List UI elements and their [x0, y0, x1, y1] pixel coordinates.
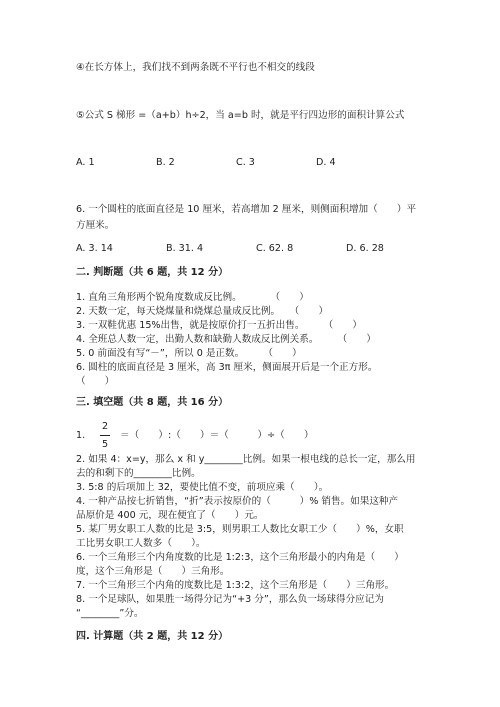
- option-b: B. 2: [156, 157, 175, 168]
- statement-4: ④在长方体上，我们找不到两条既不平行也不相交的线段: [76, 62, 315, 73]
- judge-item-2: 2. 天数一定，每天烧煤量和烧煤总量成反比例。 （ ）: [76, 306, 329, 317]
- q6-option-d: D. 6. 28: [346, 243, 384, 254]
- question-6-line1: 6. 一个圆柱的底面直径是 10 厘米，若高增加 2 厘米，则侧面积增加（ ）平: [76, 204, 417, 215]
- option-d: D. 4: [316, 157, 336, 168]
- fraction: [98, 421, 112, 450]
- fraction-denominator: 5: [101, 439, 109, 450]
- question-6-line2: 方厘米。: [76, 220, 115, 231]
- fill-line-5: 品原价是 400 元，现在便宜了（ ）元。: [76, 510, 264, 521]
- q6-option-a: A. 3. 14: [76, 243, 113, 254]
- fill-line-2: 去的和剩下的________比例。: [76, 468, 201, 479]
- option-c: C. 3: [236, 157, 255, 168]
- fill-line-11: 8. 一个足球队，如果胜一场得分记为“+3 分”，那么负一场球得分应记为: [76, 594, 384, 605]
- fill-q1-tail: ＝（ ）:（ ）＝（ ）÷（ ）: [120, 430, 314, 441]
- judge-item-3: 3. 一双鞋优惠 15%出售，就是按原价打一五折出售。 （ ）: [76, 320, 363, 331]
- fill-line-12: “________”分。: [76, 608, 144, 619]
- fill-line-1: 2. 如果 4：x=y，那么 x 和 y________比例。如果一根电线的总长一定，那么用: [76, 454, 416, 465]
- fill-line-6: 5. 某厂男女职工人数的比是 3:5，则男职工人数比女职工少（ ）%，女职: [76, 524, 404, 535]
- judge-item-1: 1. 直角三角形两个锐角度数成反比例。 （ ）: [76, 292, 309, 303]
- fill-line-7: 工比男女职工人数多（ ）。: [76, 538, 206, 549]
- q6-option-b: B. 31. 4: [166, 243, 204, 254]
- section-3-title: 三. 填空题（共 8 题，共 16 分）: [76, 397, 229, 408]
- section-4-title: 四. 计算题（共 2 题，共 12 分）: [76, 631, 229, 642]
- judge-item-6-bracket: （ ）: [76, 376, 115, 387]
- fill-line-10: 7. 一个三角形三个内角的度数比是 1:3:2，这个三角形是（ ）三角形。: [76, 580, 395, 591]
- fill-q1-label: 1.: [76, 430, 86, 441]
- judge-item-4: 4. 全班总人数一定，出勤人数和缺勤人数成反比例关系。 （ ）: [76, 334, 377, 345]
- fill-line-8: 6. 一个三角形三个内角度数的比是 1:2:3，这个三角形最小的内角是（ ）: [76, 552, 404, 563]
- fraction-numerator: 2: [101, 421, 109, 432]
- judge-item-5: 5. 0 前面没有写“－”，所以 0 是正数。 （ ）: [76, 348, 302, 359]
- fraction-bar: [100, 435, 110, 436]
- fill-line-4: 4. 一种产品按七折销售，“折”表示按原价的（ ）% 销售。如果这种产: [76, 496, 399, 507]
- statement-5: ⑤公式 S 梯形 =（a+b）h÷2，当 a=b 时，就是平行四边形的面积计算公式: [76, 110, 405, 121]
- section-2-title: 二. 判断题（共 6 题，共 12 分）: [76, 267, 229, 278]
- fill-line-3: 3. 5:8 的后项加上 32，要使比值不变，前项应乘（ ）。: [76, 482, 329, 493]
- option-a: A. 1: [76, 157, 95, 168]
- q6-option-c: C. 62. 8: [256, 243, 294, 254]
- fill-line-9: 度，这个三角形是（ ）三角形。: [76, 566, 230, 577]
- judge-item-6: 6. 圆柱的底面直径是 3 厘米，高 3π 厘米，侧面展开后是一个正方形。: [76, 362, 378, 373]
